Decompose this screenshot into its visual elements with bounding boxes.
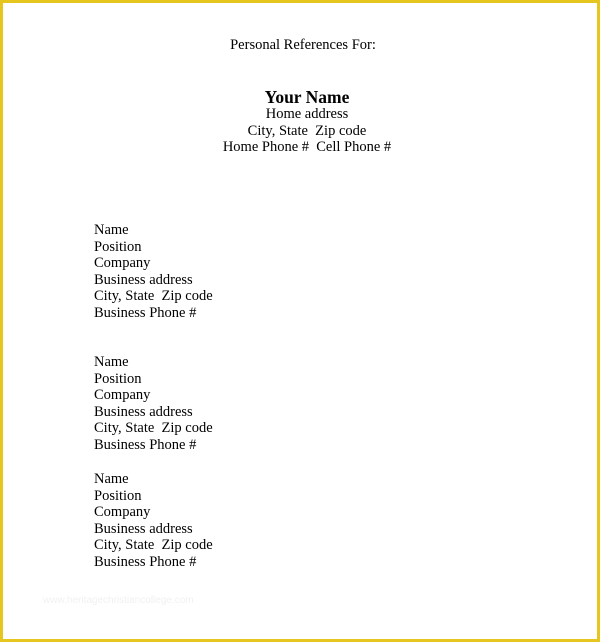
reference-company: Company [94,504,151,521]
reference-position: Position [94,370,142,387]
applicant-phones: Home Phone # Cell Phone # [222,139,392,156]
reference-city-state-zip: City, State Zip code [94,537,213,554]
reference-company: Company [94,255,151,272]
reference-entry-2 [94,354,213,454]
applicant-home-address: Home address [265,106,349,122]
reference-business-address: Business address [94,403,193,420]
applicant-city-state-zip: City, State Zip code [247,122,367,139]
applicant-name: Your Name [264,87,350,107]
reference-business-phone: Business Phone # [94,553,197,570]
document-title: Personal References For: [230,37,376,53]
reference-name: Name [94,354,129,370]
reference-name: Name [94,471,129,487]
reference-business-address: Business address [94,271,193,288]
reference-entry-3 [94,471,213,571]
applicant-contact-block [3,106,600,156]
reference-name: Name [94,222,129,238]
reference-business-phone: Business Phone # [94,304,197,321]
reference-business-address: Business address [94,520,193,537]
reference-company: Company [94,387,151,404]
reference-position: Position [94,238,142,255]
reference-city-state-zip: City, State Zip code [94,420,213,437]
reference-position: Position [94,487,142,504]
reference-business-phone: Business Phone # [94,436,197,453]
reference-city-state-zip: City, State Zip code [94,288,213,305]
reference-entry-1 [94,222,213,322]
watermark-text: www.heritagechristiancollege.com [43,595,194,606]
